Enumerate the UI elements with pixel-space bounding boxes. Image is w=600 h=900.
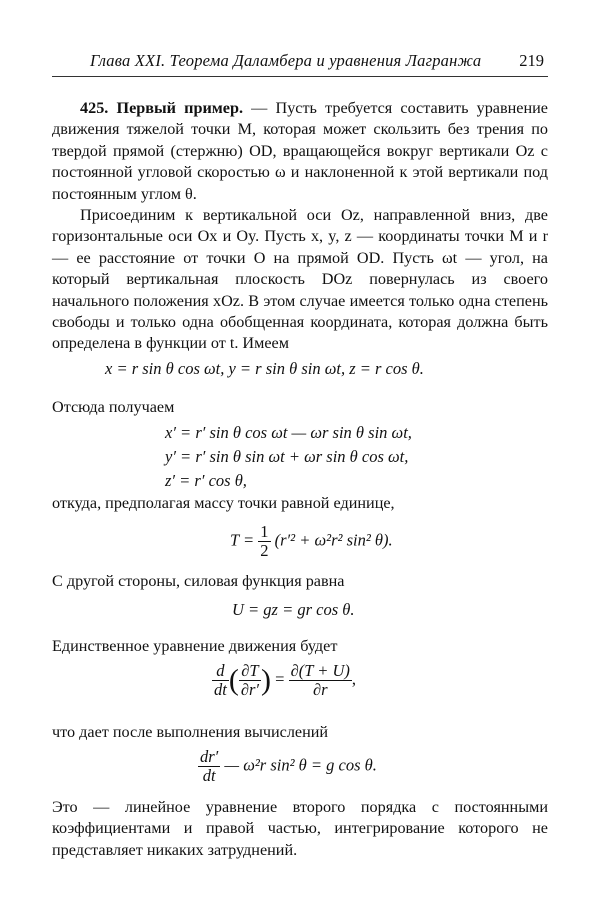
- kinetic-lhs: T =: [230, 530, 255, 550]
- velocity-y: y′ = r′ sin θ sin ωt + ωr sin θ cos ωt,: [165, 447, 409, 466]
- equation-kinetic-energy: [230, 523, 393, 560]
- running-header: [52, 50, 548, 77]
- text-after-calculation: что дает после выполнения вычислений: [52, 723, 329, 741]
- equation-coordinates: x = r sin θ cos ωt, y = r sin θ sin ωt, z = r cos θ.: [105, 359, 424, 378]
- equation-velocities: [165, 421, 412, 493]
- text-hence: Отсюда получаем: [52, 398, 175, 416]
- section-title: 425. Первый пример.: [80, 99, 244, 117]
- kinetic-rhs: (r′² + ω²r² sin² θ).: [274, 530, 393, 550]
- paragraph-conclusion: [52, 797, 548, 861]
- paragraph-setup: [52, 205, 548, 355]
- setup-text: Присоединим к вертикальной оси Oz, направленной вниз, две горизонтальные оси Ox и Oy. Пусть x, y, z — координаты точки M и r — ее расстояние от точки O на прямой OD. Пусть ωt — угол, на который вертикальная плоскость DOz повернулась из своего начального положения xOz. В этом случае имеется только одна степень свободы и только одна обобщенная координата, которая должна быть определена в функции от t. Имеем: [52, 206, 548, 353]
- fraction-partial-t: $\frac{\partial T}{\partial r'}$: [240, 661, 260, 699]
- velocity-z: z′ = r′ cos θ,: [165, 471, 247, 490]
- equation-lagrange: $\frac{d}{dt}$ ( $\frac{\partial T}{\partial r'}$ ) = $\frac{\partial(T + U)}{\partial r}$ ,: [214, 661, 357, 699]
- text-force-function: С другой стороны, силовая функция равна: [52, 572, 345, 590]
- equation-force-function: U = gz = gr cos θ.: [232, 600, 355, 619]
- chapter-title: Глава XXI. Теорема Даламбера и уравнения Лагранжа: [90, 51, 482, 70]
- fraction-half: $\frac{1}{2}$: [260, 522, 269, 560]
- page-number: 219: [519, 51, 544, 70]
- text-mass: откуда, предполагая массу точки равной единице,: [52, 494, 395, 512]
- motion-rhs: — ω²r sin² θ = g cos θ.: [224, 755, 377, 775]
- paragraph-intro: [52, 98, 548, 205]
- fraction-d-dt: $\frac{d}{dt}$: [214, 661, 227, 699]
- equation-motion: [198, 748, 377, 785]
- intro-text: — Пусть требуется составить уравнение движения тяжелой точки M, которая может скользить без трения по твердой прямой (стержню) OD, вращающейся вокруг вертикали Oz с постоянной угловой скоростью ω и наклоненной к этой вертикали под постоянным углом θ.: [52, 99, 548, 203]
- fraction-dr-dt: $\frac{dr'}{dt}$: [200, 747, 219, 785]
- conclusion-text: Это — линейное уравнение второго порядка с постоянными коэффициентами и правой частью, интегрирование которого не представляет никаких затруднений.: [52, 798, 548, 859]
- text-only-equation: Единственное уравнение движения будет: [52, 637, 338, 655]
- fraction-partial-tu: $\frac{\partial(T + U)}{\partial r}$: [290, 661, 350, 699]
- velocity-x: x′ = r′ sin θ cos ωt — ωr sin θ sin ωt,: [165, 423, 412, 442]
